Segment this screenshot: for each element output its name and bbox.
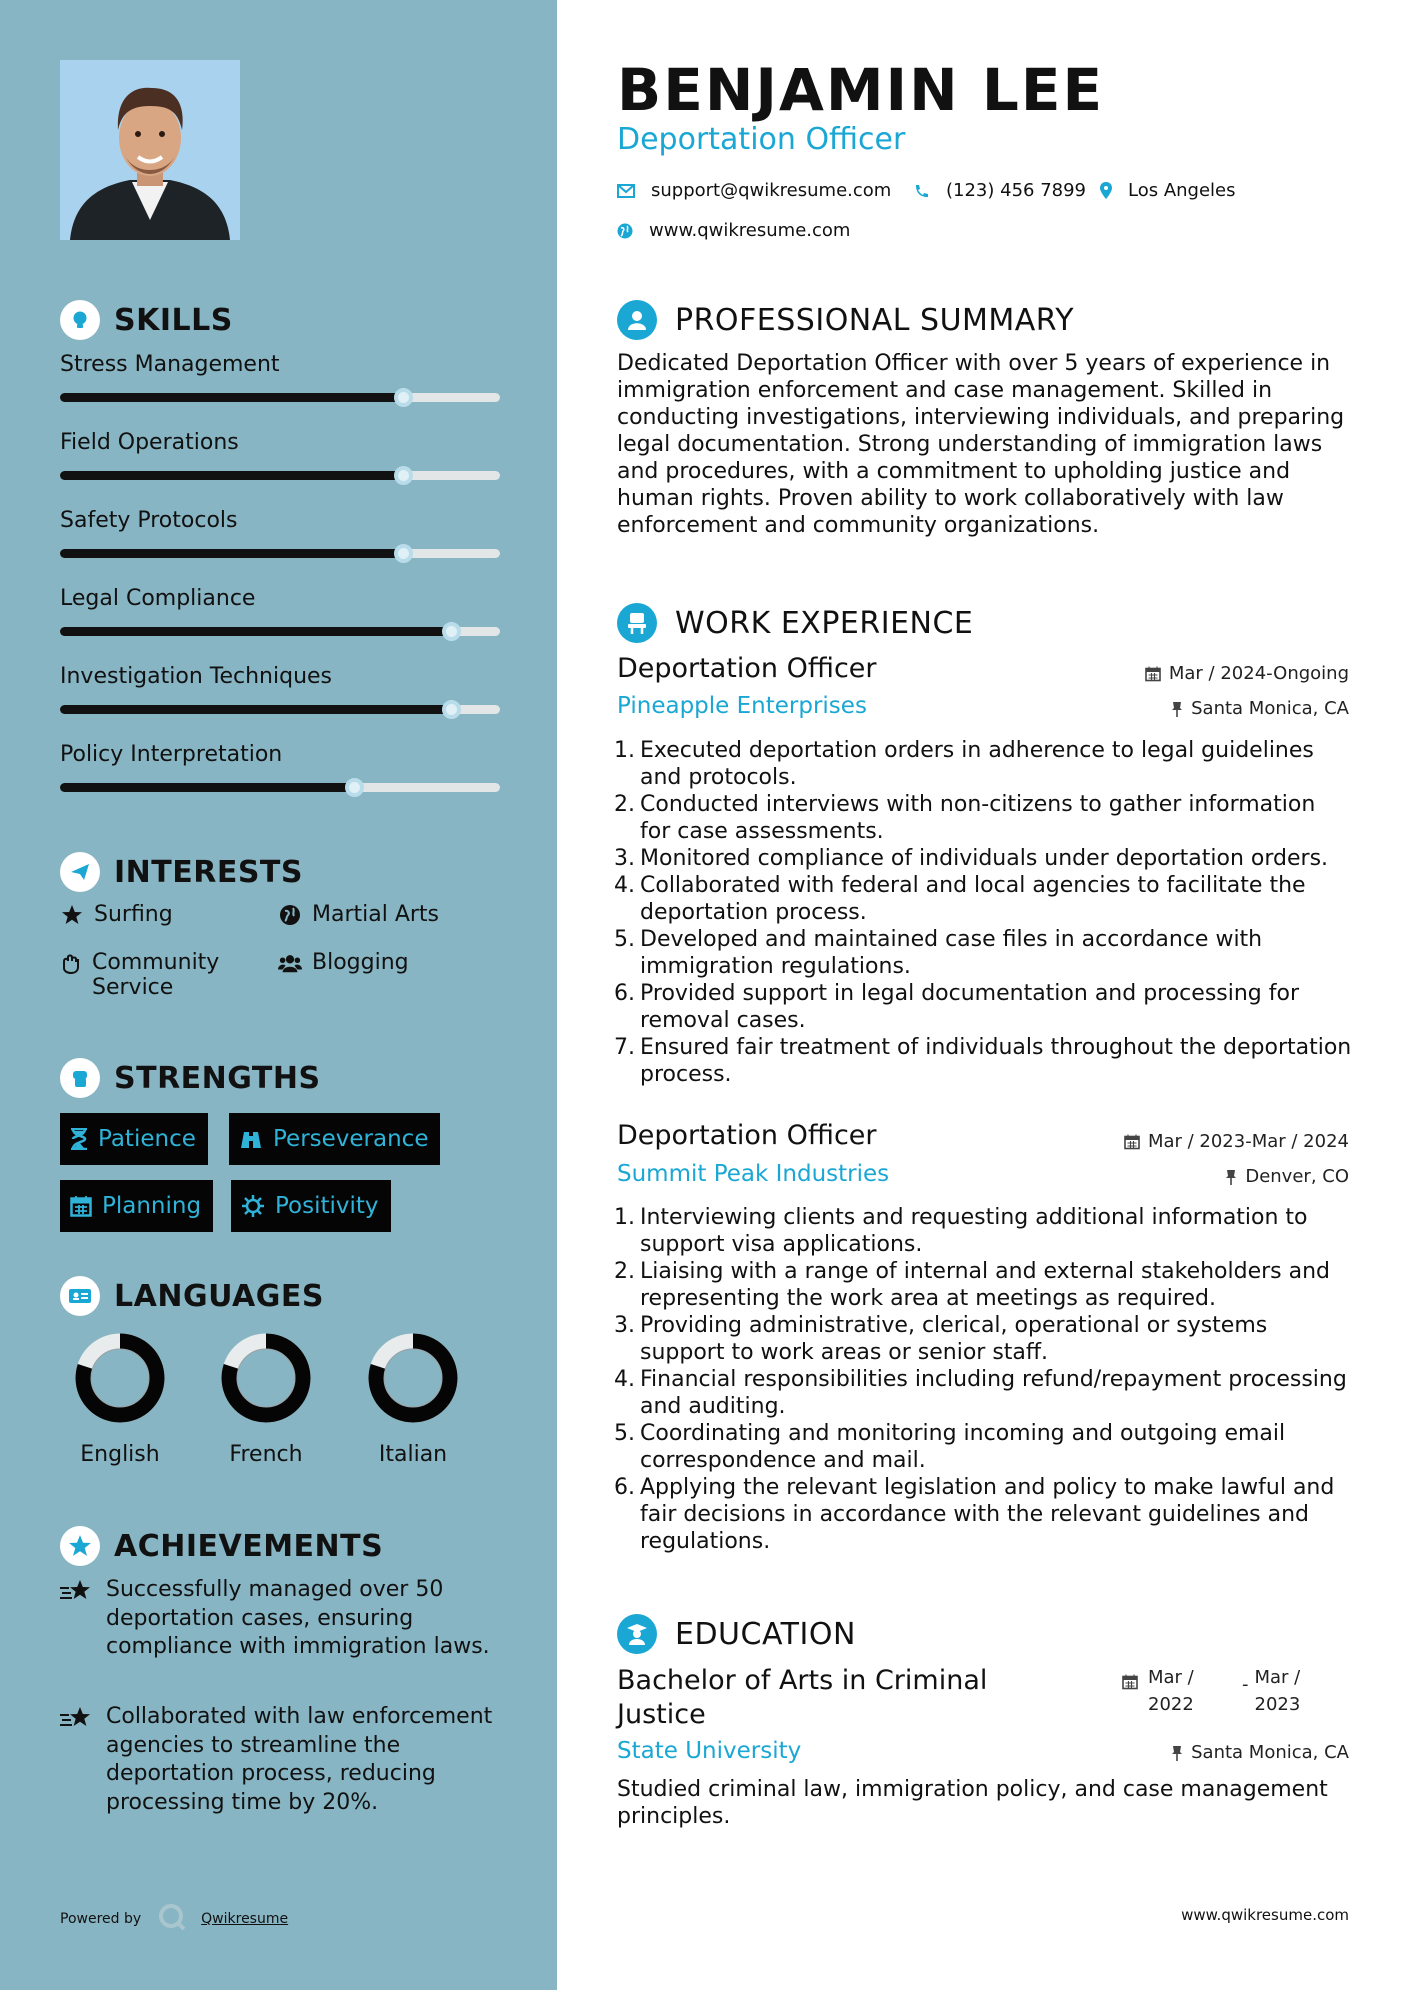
interest-item xyxy=(60,902,173,927)
star-badge-icon xyxy=(60,1526,100,1566)
duty-text: Providing administrative, clerical, operational or systems support to work areas or senior staff. xyxy=(640,1313,1268,1365)
hand-icon xyxy=(60,952,82,974)
languages-title: LANGUAGES xyxy=(114,1278,324,1314)
strength-badge xyxy=(231,1180,391,1232)
contact-email[interactable] xyxy=(617,180,891,201)
language-item xyxy=(206,1332,326,1467)
skills-header xyxy=(60,300,233,340)
map-pin-icon xyxy=(1100,182,1112,199)
skill-bar-knob xyxy=(394,544,413,563)
duty-number: 1. xyxy=(614,1205,635,1230)
skill-item xyxy=(60,352,500,402)
skill-bar-fill xyxy=(60,549,403,558)
paper-plane-icon xyxy=(60,852,100,892)
skill-item xyxy=(60,586,500,636)
skill-bar-fill xyxy=(60,783,355,792)
achievements-header xyxy=(60,1526,383,1566)
contact-phone[interactable] xyxy=(914,180,1086,201)
education-date xyxy=(1122,1664,1325,1718)
qwikresume-link[interactable]: Qwikresume xyxy=(201,1911,289,1927)
interest-label: Blogging xyxy=(312,950,409,975)
globe-icon xyxy=(617,223,633,239)
duty-number: 4. xyxy=(614,1367,635,1392)
duty-number: 2. xyxy=(614,792,635,817)
duty-number: 5. xyxy=(614,927,635,952)
qwikresume-logo-icon xyxy=(157,1902,187,1936)
duty-item xyxy=(612,1366,1352,1420)
duty-item xyxy=(612,791,1352,845)
id-card-icon xyxy=(60,1276,100,1316)
duty-number: 6. xyxy=(614,1475,635,1500)
binoculars-icon xyxy=(239,1128,263,1150)
language-item xyxy=(353,1332,473,1467)
profile-photo xyxy=(60,60,240,240)
skill-item xyxy=(60,430,500,480)
language-ring xyxy=(220,1332,312,1424)
job-date xyxy=(1124,1131,1349,1152)
skill-bar-fill xyxy=(60,393,403,402)
duty-item xyxy=(612,872,1352,926)
skill-bar-knob xyxy=(442,700,461,719)
chair-icon xyxy=(617,603,657,643)
skill-bar-knob xyxy=(394,388,413,407)
duty-number: 3. xyxy=(614,1313,635,1338)
phone-icon xyxy=(914,183,930,199)
contact-location xyxy=(1100,180,1236,201)
skills-title: SKILLS xyxy=(114,302,233,338)
skill-item xyxy=(60,664,500,714)
interest-label: Martial Arts xyxy=(312,902,440,927)
shooting-star-icon xyxy=(60,1578,94,1608)
skill-bar-knob xyxy=(394,466,413,485)
duty-number: 1. xyxy=(614,738,635,763)
duty-item xyxy=(612,1258,1352,1312)
duty-text: Conducted interviews with non-citizens to gather information for case assessments. xyxy=(640,792,1316,844)
school-name: State University xyxy=(617,1738,802,1764)
language-item xyxy=(60,1332,180,1467)
duty-item xyxy=(612,1204,1352,1258)
strength-label: Patience xyxy=(98,1126,196,1152)
duty-number: 6. xyxy=(614,981,635,1006)
job-duties xyxy=(612,737,1352,1088)
duty-text: Applying the relevant legislation and policy to make lawful and fair decisions in accordance with the relevant guidelines and regulations. xyxy=(640,1475,1335,1554)
language-ring xyxy=(367,1332,459,1424)
duty-text: Liaising with a range of internal and external stakeholders and representing the work area at meetings as required. xyxy=(640,1259,1331,1311)
duty-text: Financial responsibilities including refund/repayment processing and auditing. xyxy=(640,1367,1347,1419)
skill-item xyxy=(60,508,500,558)
strength-label: Positivity xyxy=(275,1193,379,1219)
summary-header xyxy=(617,300,1074,340)
fist-icon xyxy=(60,1058,100,1098)
star-icon xyxy=(60,904,84,926)
summary-title: PROFESSIONAL SUMMARY xyxy=(675,302,1075,338)
calendar-icon xyxy=(1122,1674,1138,1695)
experience-header xyxy=(617,603,973,643)
duty-text: Ensured fair treatment of individuals throughout the deportation process. xyxy=(640,1035,1352,1087)
duty-number: 4. xyxy=(614,873,635,898)
skill-bar-knob xyxy=(442,622,461,641)
sidebar xyxy=(0,0,557,1990)
powered-by xyxy=(60,1902,288,1936)
lightbulb-icon xyxy=(60,300,100,340)
education-title: EDUCATION xyxy=(675,1616,856,1652)
skill-bar xyxy=(60,627,500,636)
strength-badge xyxy=(60,1113,208,1165)
job-date xyxy=(1145,663,1349,684)
globe-icon xyxy=(278,904,302,926)
candidate-name: BENJAMIN LEE xyxy=(617,56,1105,124)
achievement-item xyxy=(60,1576,500,1662)
skill-item xyxy=(60,742,500,792)
duty-number: 5. xyxy=(614,1421,635,1446)
education-description: Studied criminal law, immigration policy, and case management principles. xyxy=(617,1777,1328,1829)
job-location-text: Denver, CO xyxy=(1245,1166,1349,1187)
job-date-text: Mar / 2023-Mar / 2024 xyxy=(1147,1131,1349,1152)
duty-number: 2. xyxy=(614,1259,635,1284)
calendar-icon xyxy=(70,1195,92,1217)
language-ring xyxy=(74,1332,166,1424)
duty-item xyxy=(612,1420,1352,1474)
achievements-title: ACHIEVEMENTS xyxy=(114,1528,384,1564)
interest-item xyxy=(60,950,260,1000)
education-start: Mar / 2022 xyxy=(1148,1667,1194,1715)
skill-bar-knob xyxy=(345,778,364,797)
summary-text: Dedicated Deportation Officer with over 5 years of experience in immigration enforcement and case management. Skilled in conducting investigations, interviewing individuals, and preparing legal documentation. Strong understanding of immigration laws and procedures, with a commitment to upholding justice and human rights. Proven ability to work collaboratively with law enforcement and community organizations. xyxy=(617,351,1345,538)
degree-title: Bachelor of Arts in Criminal Justice xyxy=(617,1665,988,1730)
pushpin-icon xyxy=(1225,1169,1237,1185)
achievement-text: Collaborated with law enforcement agencies to streamline the deportation process, reducing processing time by 20%. xyxy=(106,1704,493,1815)
user-icon xyxy=(617,300,657,340)
duty-item xyxy=(612,845,1352,872)
languages-header xyxy=(60,1276,324,1316)
language-ring-inner xyxy=(237,1349,295,1407)
skill-bar xyxy=(60,705,500,714)
graduate-icon xyxy=(617,1614,657,1654)
skill-label: Policy Interpretation xyxy=(60,742,283,767)
achievement-item xyxy=(60,1703,500,1817)
duty-item xyxy=(612,1034,1352,1088)
strength-label: Planning xyxy=(102,1193,202,1219)
job-title: Deportation Officer xyxy=(617,653,877,684)
education-header xyxy=(617,1614,856,1654)
education-end: Mar / 2023 xyxy=(1254,1667,1301,1715)
candidate-role: Deportation Officer xyxy=(617,122,906,157)
strength-badge xyxy=(60,1180,213,1232)
pushpin-icon xyxy=(1171,701,1183,717)
skill-label: Stress Management xyxy=(60,352,280,377)
experience-title: WORK EXPERIENCE xyxy=(675,605,974,641)
duty-item xyxy=(612,1474,1352,1555)
skill-bar xyxy=(60,471,500,480)
achievement-text: Successfully managed over 50 deportation cases, ensuring compliance with immigration laws. xyxy=(106,1577,490,1659)
interest-item xyxy=(278,950,409,975)
shooting-star-icon xyxy=(60,1705,94,1735)
skill-bar-fill xyxy=(60,627,452,636)
email-text: support@qwikresume.com xyxy=(651,180,892,201)
duty-text: Coordinating and monitoring incoming and outgoing email correspondence and mail. xyxy=(640,1421,1286,1473)
contact-website[interactable] xyxy=(617,220,850,241)
phone-text: (123) 456 7899 xyxy=(946,180,1087,201)
language-label: Italian xyxy=(378,1442,448,1467)
job-title: Deportation Officer xyxy=(617,1120,877,1151)
language-label: French xyxy=(229,1442,303,1467)
job-company: Pineapple Enterprises xyxy=(617,693,867,719)
interest-label: Surfing xyxy=(94,902,173,927)
strengths-header xyxy=(60,1058,321,1098)
skill-label: Safety Protocols xyxy=(60,508,238,533)
footer-website[interactable]: www.qwikresume.com xyxy=(1181,1906,1349,1924)
language-label: English xyxy=(80,1442,160,1467)
skill-label: Investigation Techniques xyxy=(60,664,333,689)
job-location-text: Santa Monica, CA xyxy=(1191,698,1349,719)
strength-badge xyxy=(229,1113,440,1165)
envelope-icon xyxy=(617,184,635,198)
interests-title: INTERESTS xyxy=(114,854,303,890)
duty-number: 7. xyxy=(614,1035,635,1060)
job-company: Summit Peak Industries xyxy=(617,1161,890,1187)
duty-item xyxy=(612,1312,1352,1366)
skill-bar xyxy=(60,783,500,792)
job-date-text: Mar / 2024-Ongoing xyxy=(1168,663,1349,684)
skill-bar-fill xyxy=(60,471,403,480)
duty-text: Executed deportation orders in adherence to legal guidelines and protocols. xyxy=(640,738,1314,790)
duty-item xyxy=(612,737,1352,791)
duty-item xyxy=(612,926,1352,980)
job-location xyxy=(1225,1166,1349,1187)
skill-bar-fill xyxy=(60,705,452,714)
duty-number: 3. xyxy=(614,846,635,871)
skill-label: Legal Compliance xyxy=(60,586,256,611)
skill-bar xyxy=(60,549,500,558)
interest-label: Community Service xyxy=(92,950,220,1000)
skill-bar xyxy=(60,393,500,402)
duty-item xyxy=(612,980,1352,1034)
hourglass-icon xyxy=(70,1128,88,1150)
website-text: www.qwikresume.com xyxy=(649,220,851,241)
education-location xyxy=(1171,1742,1349,1763)
interest-item xyxy=(278,902,439,927)
duty-text: Provided support in legal documentation and processing for removal cases. xyxy=(640,981,1300,1033)
duty-text: Collaborated with federal and local agencies to facilitate the deportation process. xyxy=(640,873,1306,925)
users-icon xyxy=(278,952,302,974)
duty-text: Interviewing clients and requesting additional information to support visa applications. xyxy=(640,1205,1308,1257)
strengths-title: STRENGTHS xyxy=(114,1060,321,1096)
powered-by-label: Powered by xyxy=(60,1911,142,1927)
pushpin-icon xyxy=(1171,1745,1183,1761)
language-ring-inner xyxy=(384,1349,442,1407)
duty-text: Monitored compliance of individuals under deportation orders. xyxy=(640,846,1329,871)
calendar-icon xyxy=(1124,1134,1140,1150)
location-text: Los Angeles xyxy=(1128,180,1236,201)
education-location-text: Santa Monica, CA xyxy=(1191,1742,1349,1763)
job-location xyxy=(1171,698,1349,719)
education-date-separator: - xyxy=(1242,1674,1249,1695)
language-ring-inner xyxy=(91,1349,149,1407)
job-duties xyxy=(612,1204,1352,1555)
skill-label: Field Operations xyxy=(60,430,239,455)
interests-header xyxy=(60,852,303,892)
strength-label: Perseverance xyxy=(273,1126,429,1152)
sun-icon xyxy=(241,1194,265,1218)
duty-text: Developed and maintained case files in accordance with immigration regulations. xyxy=(640,927,1263,979)
calendar-icon xyxy=(1145,666,1161,682)
